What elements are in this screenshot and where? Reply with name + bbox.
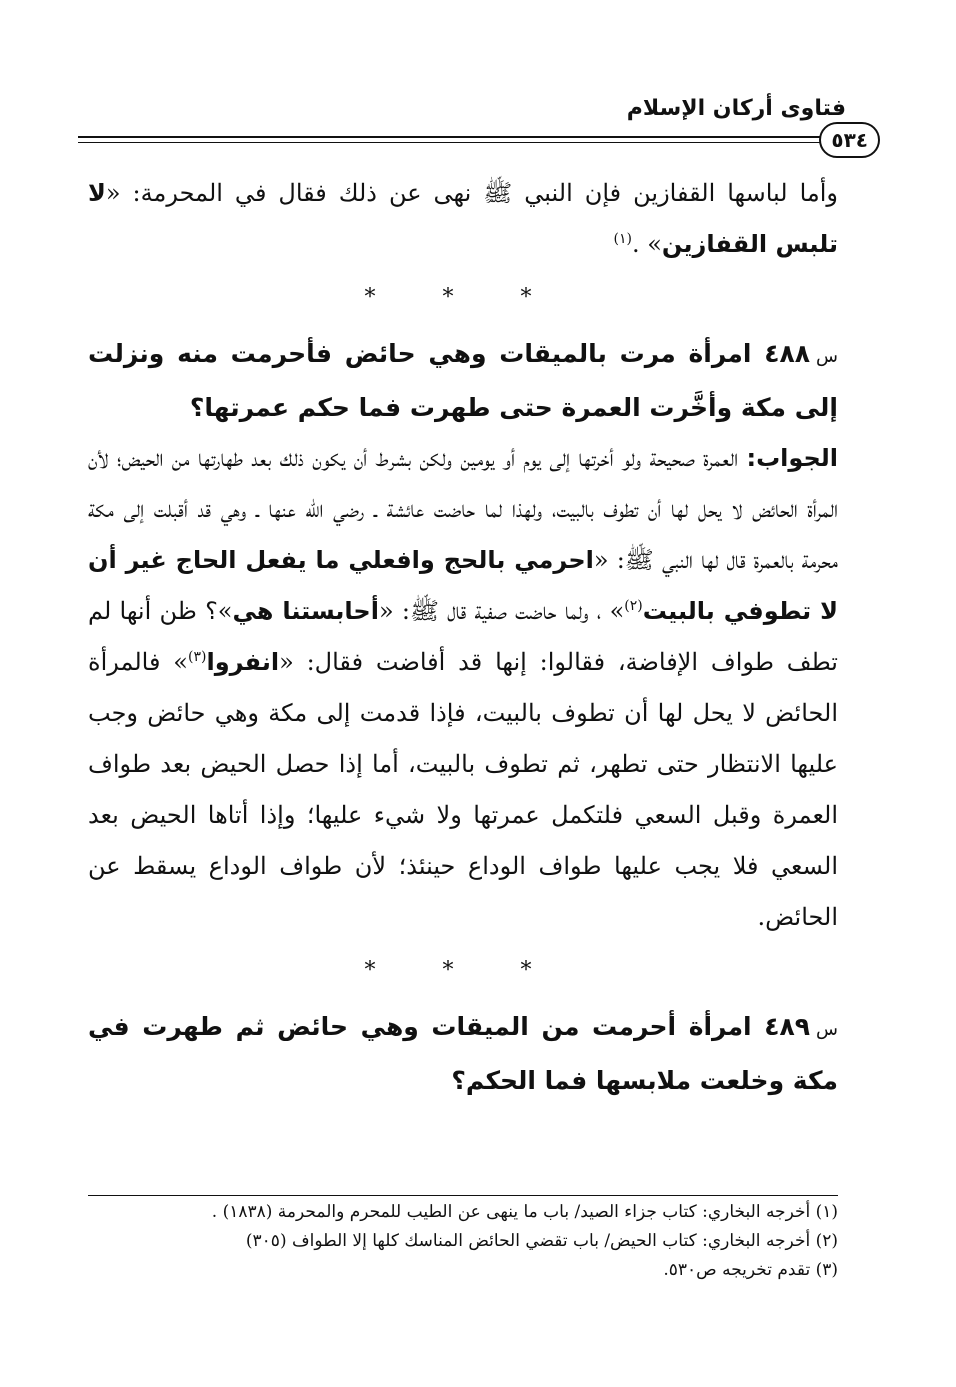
hadith-quote: احرمي بالحج وافعلي ما يفعل الحاج غير أن لا تطوفي بالبيت (88, 546, 838, 625)
footnote-rule (88, 1195, 838, 1196)
running-title: فتاوى أركان الإسلام (626, 96, 846, 121)
section-divider-stars: * * * (364, 285, 562, 310)
question-number: ٤٨٨ (764, 339, 810, 368)
question-text: امرأة أحرمت من الميقات وهي حائض ثم طهرت في مكة وخلعت ملابسها فما الحكم؟ (88, 1012, 838, 1095)
question-488 (88, 328, 838, 433)
question-marker: س (816, 1019, 838, 1040)
footnote-1: (١) أخرجه البخاري: كتاب جزاء الصيد/ باب ما ينهى عن الطيب للمحرم والمحرمة (١٨٣٨) . (211, 1202, 838, 1222)
main-text (88, 168, 838, 1106)
footnote-2: (٢) أخرجه البخاري: كتاب الحيض/ باب تقضي الحائض المناسك كلها إلا الطواف (٣٠٥) (245, 1231, 838, 1251)
answer-label: الجواب: (746, 444, 838, 472)
header-rule (78, 136, 846, 138)
hadith-quote: لا تلبس القفازين (88, 179, 838, 258)
header-rule-thin (78, 142, 846, 143)
question-489 (88, 1001, 838, 1106)
question-number: ٤٨٩ (764, 1012, 811, 1041)
section-divider-stars: * * * (364, 958, 562, 983)
question-text: امرأة مرت بالميقات وهي حائض فأحرمت منه ونزلت إلى مكة وأخَّرت العمرة حتى طهرت فما حكم عمرتها؟ (88, 339, 838, 422)
section-1-paragraph: وأما لباسها القفازين فإن النبي ﷺ نهى عن ذلك فقال في المحرمة: «لا تلبس القفازين» .$^{(١)}$ (88, 179, 838, 258)
hadith-quote: أحابستنا هي (232, 597, 379, 625)
hadith-quote: انفروا (206, 648, 280, 676)
footnotes (88, 1195, 838, 1285)
page-number: ٥٣٤ (819, 122, 880, 158)
footnote-ref: (١) (613, 231, 632, 247)
footnote-ref: (٣) (188, 649, 207, 665)
answer-488: الجواب: العمرة صحيحة ولو أخرتها إلى يوم أو يومين ولكن بشرط أن يكون ذلك بعد طهارتها من الحيض؛ لأن المرأة الحائض لا يحل لها أن تطوف بالبيت، ولهذا لما حاضت عائشة ـ رضي الله عنها ـ وهي قد أقبلت إلى مكة محرمة بالعمرة قال لها النبي ﷺ: «احرمي بالحج وافعلي ما يفعل الحاج غير أن لا تطوفي بالبيت$^{(٢)}$» ، ولما حاضت صفية قال ﷺ: «أحابستنا هي»؟ ظن أنها لم تطف طواف الإفاضة، فقالوا: إنها قد أفاضت فقال: «انفروا$^{(٣)}$» فالمرأة الحائض لا يحل لها أن تطوف بالبيت، فإذا قدمت إلى مكة وهي حائض وجب عليها الانتظار حتى تطهر، ثم تطوف بالبيت، أما إذا حصل الحيض بعد طواف العمرة وقبل السعي فلتكمل عمرتها ولا شيء عليها؛ وإذا أتاها الحيض بعد السعي فلا يجب عليها طواف الوداع حينئذ؛ لأن طواف الوداع يسقط عن الحائض. (88, 444, 838, 931)
footnote-ref: (٢) (624, 598, 643, 614)
question-marker: س (816, 346, 838, 367)
footnote-3: (٣) تقدم تخريجه ص٥٣٠. (663, 1260, 838, 1280)
page-header (78, 96, 868, 156)
